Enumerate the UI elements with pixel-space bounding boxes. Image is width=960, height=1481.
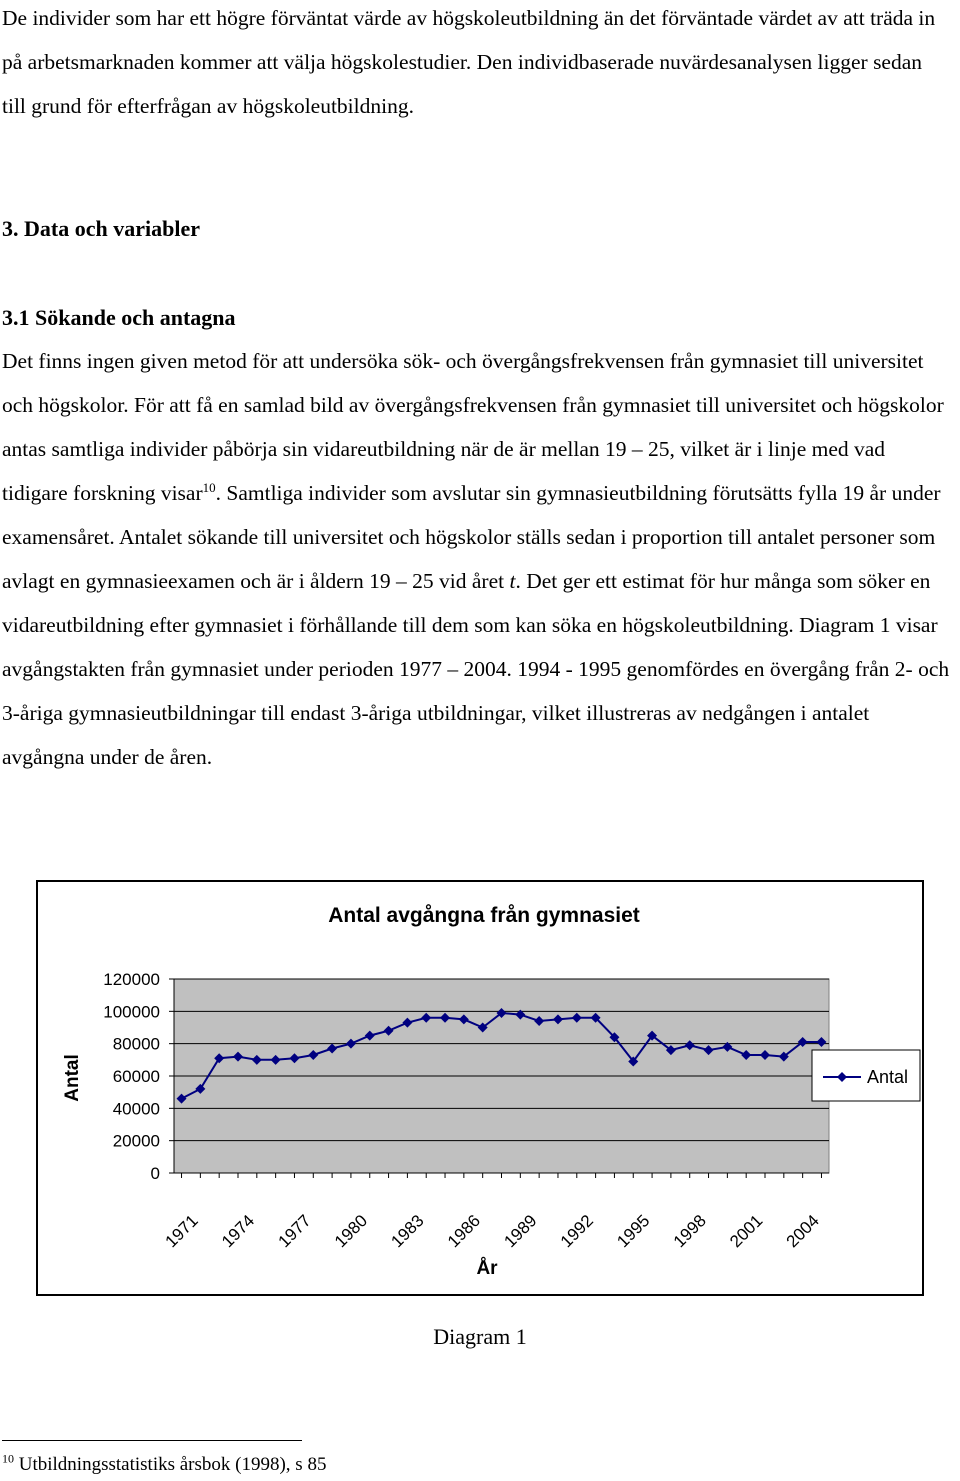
x-tick-label: 1995	[613, 1211, 654, 1252]
x-tick-label: 1992	[556, 1211, 597, 1252]
footnote	[2, 1452, 326, 1478]
body-text-a: Det finns ingen given metod för att undersöka sök- och övergångsfrekvensen från gymnasiet till universitet och högskolor. För att få en samlad bild av övergångsfrekvensen från gymnasiet till universitet och högskolor antas samtliga individer påbörja sin vidareutbildning när de är mellan 19 – 25, vilket är i linje med vad tidigare forskning visar	[2, 349, 944, 505]
footnote-number: 10	[2, 1451, 14, 1466]
x-tick-label: 1986	[443, 1211, 485, 1252]
subsection-heading: 3.1 Sökande och antagna	[2, 305, 236, 330]
y-tick-label: 120000	[103, 970, 160, 989]
figure-caption: Diagram 1	[433, 1324, 527, 1349]
y-tick-label: 100000	[103, 1002, 160, 1022]
footnote-reference[interactable]: 10	[202, 479, 216, 495]
y-tick-label: 20000	[112, 1131, 160, 1151]
footnote-text: Utbildningsstatistiks årsbok (1998), s 85	[14, 1454, 327, 1475]
body-paragraph	[2, 339, 950, 779]
body-text-c: . Det ger ett estimat för hur många som söker en vidareutbildning efter gymnasiet i förhållande till dem som kan söka en högskoleutbildning. Diagram 1 visar avgångstakten från gymnasiet under perioden 1977 – 2004. 1994 - 1995 genomfördes en övergång från 2- och 3-åriga gymnasieutbildningar till endast 3-åriga utbildningar, vilket illustreras av nedgången i antalet avgångna under de åren.	[2, 569, 950, 769]
x-tick-label: 1974	[218, 1211, 259, 1252]
x-tick-label: 1983	[387, 1211, 428, 1252]
x-tick-label: 2001	[726, 1211, 767, 1252]
x-axis	[162, 1173, 829, 1251]
y-tick-label: 80000	[112, 1034, 160, 1054]
chart-title: Antal avgångna från gymnasiet	[328, 904, 640, 927]
intro-paragraph: De individer som har ett högre förväntat värde av högskoleutbildning än det förväntade värdet av att träda in på arbetsmarknaden kommer att välja högskolestudier. Den individbaserade nuvärdesanalysen ligger sedan till grund för efterfrågan av högskoleutbildning.	[2, 6, 936, 118]
line-chart	[38, 882, 922, 1294]
section-heading: 3. Data och variabler	[2, 216, 200, 241]
body-text-b: . Samtliga individer som avslutar sin gymnasieutbildning förutsätts fylla 19 år under examensåret. Antalet sökande till universitet och högskolor ställs sedan i proportion till antalet personer som avlagt en gymnasieexamen och är i åldern 19 – 25 vid året	[2, 481, 941, 593]
x-tick-label: 2004	[782, 1211, 823, 1252]
x-tick-label: 1980	[330, 1211, 372, 1252]
y-tick-label: 0	[150, 1164, 160, 1183]
y-tick-label: 60000	[112, 1067, 160, 1086]
plot-area	[174, 979, 829, 1173]
y-tick-label: 40000	[112, 1099, 160, 1119]
legend	[812, 1050, 920, 1101]
y-axis	[103, 970, 174, 1183]
y-axis-label: Antal	[62, 1054, 83, 1102]
x-axis-label: År	[476, 1258, 498, 1279]
variable-t: t	[509, 569, 516, 593]
x-tick-label: 1998	[669, 1211, 710, 1252]
legend-label: Antal	[867, 1067, 909, 1087]
x-tick-label: 1971	[161, 1211, 202, 1252]
chart-frame	[36, 880, 924, 1296]
x-tick-label: 1977	[274, 1211, 315, 1252]
footnote-rule	[2, 1440, 302, 1441]
x-tick-label: 1989	[500, 1211, 541, 1252]
